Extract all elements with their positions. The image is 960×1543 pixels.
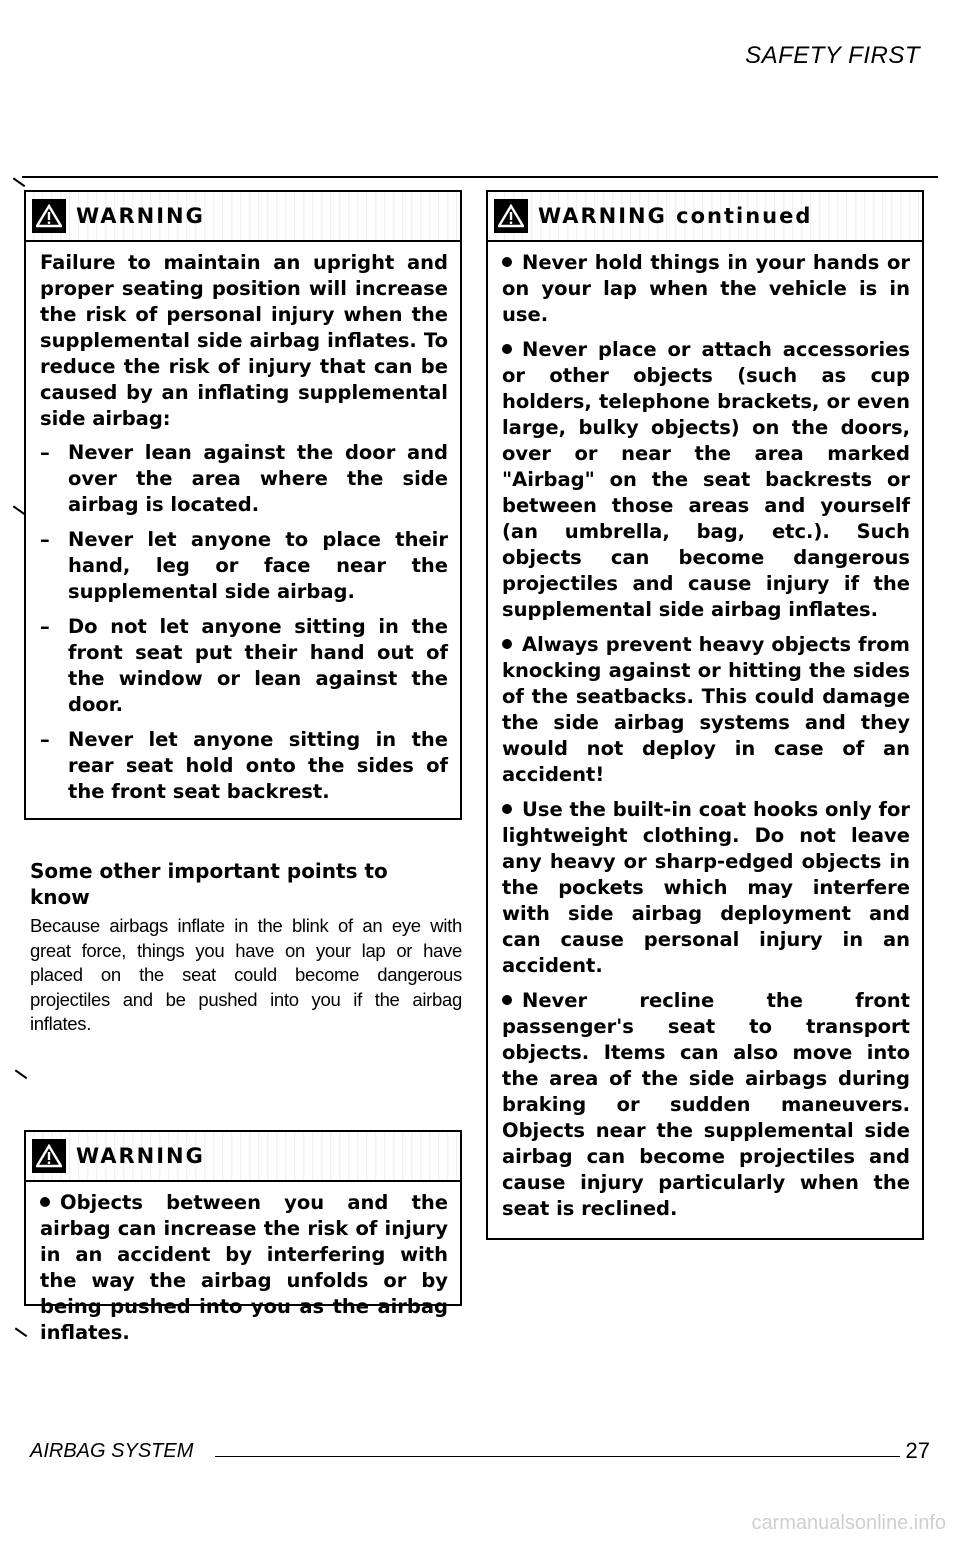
warning-intro: Failure to maintain an upright and proper seating position will increase the risk of personal injury when the supplemental side airbag inflates. To reduce the risk of injury that can be caused by an inflating supplemental side airbag: (40, 251, 448, 430)
warning-item: – Never lean against the door and over the area where the side airbag is located. (40, 441, 448, 516)
warning-item: – Never let anyone sitting in the rear seat hold onto the sides of the front seat backrest. (40, 728, 448, 803)
warning-item (502, 337, 910, 623)
warning-body (26, 242, 460, 822)
warning-item-text: Objects between you and the airbag can increase the risk of injury in an accident by interfering with the way the airbag unfolds or by being pushed into you as the airbag inflates. (40, 1191, 448, 1344)
bullet-icon (40, 1197, 50, 1207)
page-number: 27 (905, 1438, 930, 1463)
warning-body (488, 242, 922, 1239)
warning-item (502, 797, 910, 979)
warning-box-seating (24, 190, 462, 820)
warning-body (26, 1182, 460, 1363)
warning-item: – Never let anyone to place their hand, leg or face near the supplemental side airbag. (40, 528, 448, 603)
warning-item-text: Never recline the front passenger's seat to transport objects. Items can also move into the area of the side airbags during braking or sudden maneuvers. Objects near the supplemental side airbag can become projectiles and cause injury particularly when the seat is reclined. (502, 989, 910, 1220)
warning-item-text: Never lean against the door and over the area where the side airbag is located. (68, 441, 448, 516)
warning-triangle-icon (32, 1139, 66, 1173)
footer-section-title: AIRBAG SYSTEM (30, 1440, 194, 1462)
warning-item-text: Never let anyone sitting in the rear seat hold onto the sides of the front seat backrest. (68, 728, 448, 803)
margin-mark (5, 177, 26, 198)
warning-item: – Do not let anyone sitting in the front seat put their hand out of the window or lean against the door. (40, 615, 448, 716)
bullet-icon (502, 344, 512, 354)
warning-triangle-icon (32, 199, 66, 233)
section-body: Because airbags inflate in the blink of an eye with great force, things you have on your lap or have placed on the seat could become dangerous projectiles and be pushed into you if the airbag inflates. (30, 915, 462, 1034)
warning-item-text: Never hold things in your hands or on your lap when the vehicle is in use. (502, 251, 910, 326)
warning-label: WARNING continued (538, 204, 813, 228)
warning-item (502, 988, 910, 1222)
warning-label: WARNING (76, 204, 205, 228)
margin-mark (7, 1069, 28, 1090)
warning-item (502, 632, 910, 788)
warning-header (488, 192, 922, 242)
footer-divider (215, 1456, 900, 1457)
margin-mark (7, 1327, 28, 1348)
page-header-title: SAFETY FIRST (745, 42, 920, 69)
warning-item-text: Use the built-in coat hooks only for lightweight clothing. Do not leave any heavy or sharp-edged objects in the pockets which may interfere with side airbag deployment and can cause personal injury in an accident. (502, 798, 910, 977)
warning-item (502, 250, 910, 328)
warning-item-text: Do not let anyone sitting in the front seat put their hand out of the window or lean against the door. (68, 615, 448, 716)
bullet-icon (502, 257, 512, 267)
warning-item-text: Never place or attach accessories or other objects (such as cup holders, telephone brackets, or even large, bulky objects) on the doors, over or near the area marked "Airbag" on the seat backrests or between those areas and yourself (an umbrella, bag, etc.). Such objects can become dangerous projectiles and cause injury if the supplemental side airbag inflates. (502, 338, 910, 621)
section-heading: Some other important points to know (30, 859, 388, 909)
margin-mark (5, 505, 26, 526)
warning-item (40, 1190, 448, 1346)
warning-triangle-icon (494, 199, 528, 233)
header-divider (22, 176, 938, 178)
warning-box-objects (24, 1130, 462, 1344)
warning-box-continued (486, 190, 924, 1240)
warning-label: WARNING (76, 1144, 205, 1168)
warning-item-text: Always prevent heavy objects from knocking against or hitting the sides of the seatbacks. This could damage the side airbag systems and they would not deploy in case of an accident! (502, 633, 910, 786)
bullet-icon (502, 804, 512, 814)
warning-header (26, 1132, 460, 1182)
watermark: carmanualsonline.info (751, 1512, 946, 1534)
bullet-icon (502, 639, 512, 649)
bullet-icon (502, 995, 512, 1005)
warning-item-text: Never let anyone to place their hand, leg or face near the supplemental side airbag. (68, 528, 448, 603)
warning-header (26, 192, 460, 242)
